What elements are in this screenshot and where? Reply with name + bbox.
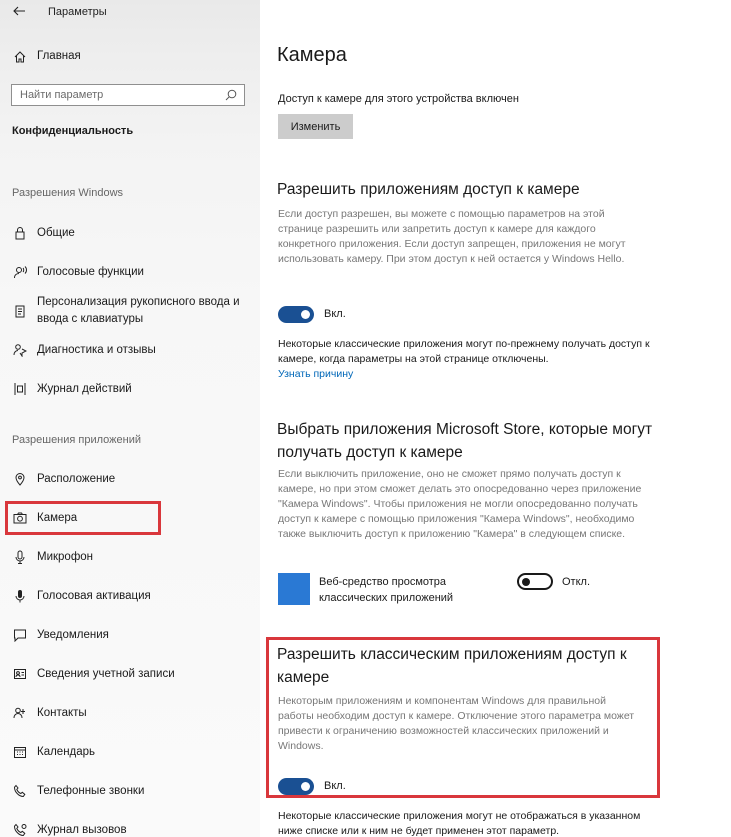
section-description: Некоторым приложениям и компонентам Windows для правильной работы необходим доступ к камере. Отключение этого параметра может привести к ограничению возможностей классических приложений и Windows. (278, 695, 635, 752)
sidebar-item-label: Контакты (37, 707, 87, 719)
microphone-icon (12, 549, 28, 565)
sidebar-item-phone-calls[interactable] (0, 778, 260, 804)
sidebar-item-label: Диагностика и отзывы (37, 344, 156, 356)
location-icon (12, 471, 28, 487)
app-tile-icon (278, 573, 310, 605)
sidebar-item-label: Общие (37, 227, 75, 239)
section-note: Некоторые классические приложения могут по-прежнему получать доступ к камере, когда параметры на этой странице отключены. (278, 338, 650, 365)
sidebar-item-diagnostics[interactable] (0, 337, 260, 363)
window-title: Параметры (48, 6, 107, 18)
sidebar-item-label: Персонализация рукописного ввода и ввода с клавиатуры (37, 296, 240, 325)
sidebar-item-voice-activation[interactable] (0, 583, 260, 609)
group-header-apps: Разрешения приложений (12, 434, 142, 446)
search-input[interactable] (20, 88, 220, 102)
search-box[interactable] (11, 84, 245, 106)
sidebar (0, 0, 260, 837)
section-heading-desktop-apps: Разрешить классическим приложениям доступ к камере (277, 646, 627, 686)
section-heading-store-apps: Выбрать приложения Microsoft Store, которые могут получать доступ к камере (277, 421, 653, 461)
learn-why-link[interactable]: Узнать причину (278, 368, 354, 380)
sidebar-item-account-info[interactable] (0, 661, 260, 687)
back-arrow-icon (12, 4, 26, 18)
sidebar-item-label: Микрофон (37, 551, 94, 563)
account-info-icon (12, 666, 28, 682)
section-heading-allow-apps: Разрешить приложениям доступ к камере (277, 181, 580, 198)
sidebar-item-label: Журнал вызовов (37, 824, 127, 836)
sidebar-item-location[interactable] (0, 466, 260, 492)
sidebar-item-microphone[interactable] (0, 544, 260, 570)
section-description: Если выключить приложение, оно не сможет прямо получать доступ к камере, но при этом сможет делать это опосредованно через приложение "Камера Windows". Чтобы приложения не могли опосредованно получать доступ к камере с помощью приложения "Камера Windows", необходимо также выключить доступ к приложению "Камера" в следующем списке. (278, 468, 642, 540)
sidebar-item-inking[interactable] (0, 292, 260, 332)
lock-icon (12, 225, 28, 241)
device-status-text: Доступ к камере для этого устройства включен (278, 93, 519, 105)
sidebar-item-label: Телефонные звонки (37, 785, 145, 797)
sidebar-item-call-history[interactable] (0, 817, 260, 837)
toggle-state-label: Вкл. (324, 780, 346, 792)
notification-icon (12, 627, 28, 643)
annotation-highlight-camera (5, 501, 161, 535)
sidebar-item-label: Голосовая активация (37, 590, 151, 602)
call-history-icon (12, 822, 28, 837)
group-header-windows: Разрешения Windows (12, 187, 124, 199)
annotation-highlight-desktop-apps (266, 637, 660, 798)
section-title: Конфиденциальность (12, 125, 134, 137)
sidebar-item-contacts[interactable] (0, 700, 260, 726)
page-title: Камера (277, 44, 347, 66)
search-icon[interactable] (224, 88, 238, 102)
sidebar-item-label: Камера (37, 512, 78, 524)
change-button[interactable]: Изменить (278, 114, 353, 139)
title-bar (0, 0, 260, 24)
home-icon (12, 49, 28, 65)
sidebar-item-label: Журнал действий (37, 383, 132, 395)
sidebar-item-notifications[interactable] (0, 622, 260, 648)
contacts-icon (12, 705, 28, 721)
sidebar-item-label: Расположение (37, 473, 116, 485)
allow-apps-toggle[interactable] (278, 306, 314, 323)
app-name: Веб-средство просмотра классических приложений (319, 576, 454, 604)
toggle-state-label: Вкл. (324, 308, 346, 320)
sidebar-item-speech[interactable] (0, 259, 260, 285)
sidebar-item-label: Голосовые функции (37, 266, 144, 278)
section-note: Некоторые классические приложения могут не отображаться в указанном ниже списке или к ним не будет применен этот параметр. (278, 810, 641, 837)
sidebar-item-activity[interactable] (0, 376, 260, 402)
sidebar-item-calendar[interactable] (0, 739, 260, 765)
clipboard-icon (12, 303, 28, 319)
back-button[interactable] (12, 4, 28, 20)
timeline-icon (12, 381, 28, 397)
app-access-toggle[interactable] (517, 573, 553, 590)
phone-icon (12, 783, 28, 799)
feedback-icon (12, 342, 28, 358)
sidebar-item-label: Сведения учетной записи (37, 668, 175, 680)
section-description: Если доступ разрешен, вы можете с помощью параметров на этой странице разрешить или запретить доступ к камере для каждого конкретного приложения. Если доступ запрещен, приложения не могут использовать камеру. При этом доступ к ней остается у Windows Hello. (278, 208, 626, 265)
toggle-knob (301, 310, 310, 319)
sidebar-item-general[interactable] (0, 220, 260, 246)
calendar-icon (12, 744, 28, 760)
toggle-knob (522, 578, 530, 586)
sidebar-item-label: Календарь (37, 746, 96, 758)
home-label: Главная (37, 50, 81, 62)
sidebar-item-label: Уведомления (37, 629, 109, 641)
voice-activation-icon (12, 588, 28, 604)
speech-icon (12, 264, 28, 280)
main-content (260, 0, 731, 837)
toggle-state-label: Откл. (562, 576, 591, 588)
home-nav-item[interactable] (0, 44, 260, 70)
